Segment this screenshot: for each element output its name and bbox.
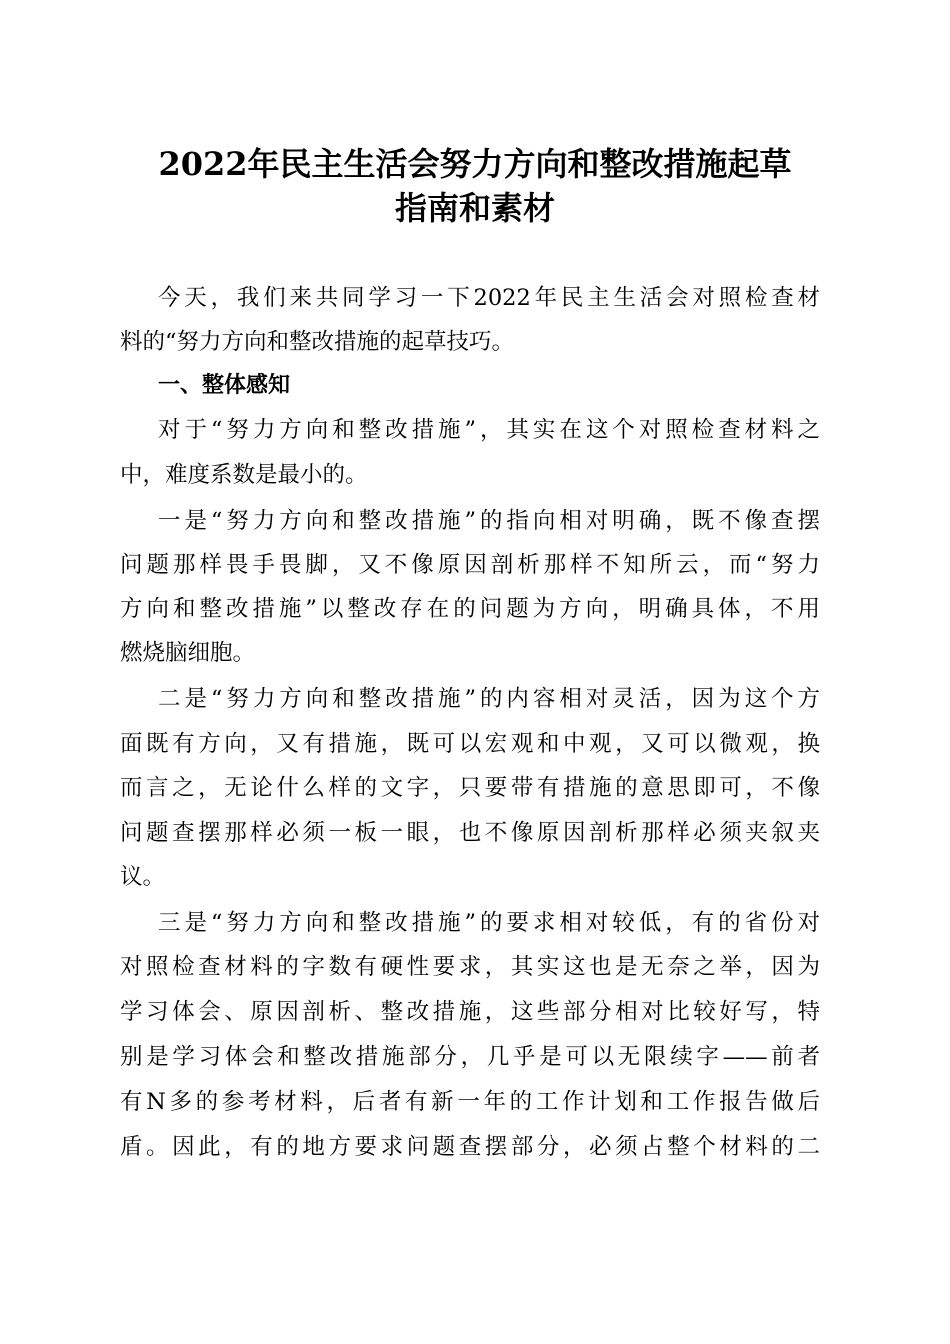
para4-line-4: 别是学习体会和整改措施部分，几乎是可以无限续字——前者 (120, 1044, 820, 1070)
para1-line-2: 中，难度系数是最小的。 (120, 462, 368, 488)
intro-line-2: 料的“努力方向和整改措施的起草技巧。 (120, 329, 515, 355)
para3-line-3: 而言之，无论什么样的文字，只要带有措施的意思即可，不像 (120, 775, 820, 801)
para2-line-3: 方向和整改措施”以整改存在的问题为方向，明确具体，不用 (120, 596, 820, 622)
para4-line-2: 对照检查材料的字数有硬性要求，其实这也是无奈之举，因为 (120, 954, 820, 980)
para2-line-4: 燃烧脑细胞。 (120, 640, 256, 666)
section-heading-overall: 一、整体感知 (158, 373, 291, 398)
para2-line-2: 问题那样畏手畏脚，又不像原因剖析那样不知所云，而“努力 (120, 552, 820, 578)
intro-line-1: 今天，我们来共同学习一下2022年民主生活会对照检查材 (158, 285, 820, 311)
para3-line-2: 面既有方向，又有措施，既可以宏观和中观，又可以微观，换 (120, 731, 820, 757)
para4-line-6: 盾。因此，有的地方要求问题查摆部分，必须占整个材料的二 (120, 1134, 820, 1160)
para3-line-4: 问题查摆那样必须一板一眼，也不像原因剖析那样必须夹叙夹 (120, 820, 820, 846)
para4-line-5: 有N多的参考材料，后者有新一年的工作计划和工作报告做后 (120, 1089, 820, 1115)
para4-line-1: 三是“努力方向和整改措施”的要求相对较低，有的省份对 (158, 910, 820, 936)
document-title-line-2: 指南和素材 (394, 189, 555, 227)
document-title-line-1: 2022年民主生活会努力方向和整改措施起草 (158, 145, 792, 183)
para4-line-3: 学习体会、原因剖析、整改措施，这些部分相对比较好写，特 (120, 999, 820, 1025)
para2-line-1: 一是“努力方向和整改措施”的指向相对明确，既不像查摆 (158, 508, 820, 534)
para3-line-1: 二是“努力方向和整改措施”的内容相对灵活，因为这个方 (158, 686, 820, 712)
para3-line-5: 议。 (120, 864, 166, 890)
para1-line-1: 对于“努力方向和整改措施”，其实在这个对照检查材料之 (158, 417, 820, 443)
